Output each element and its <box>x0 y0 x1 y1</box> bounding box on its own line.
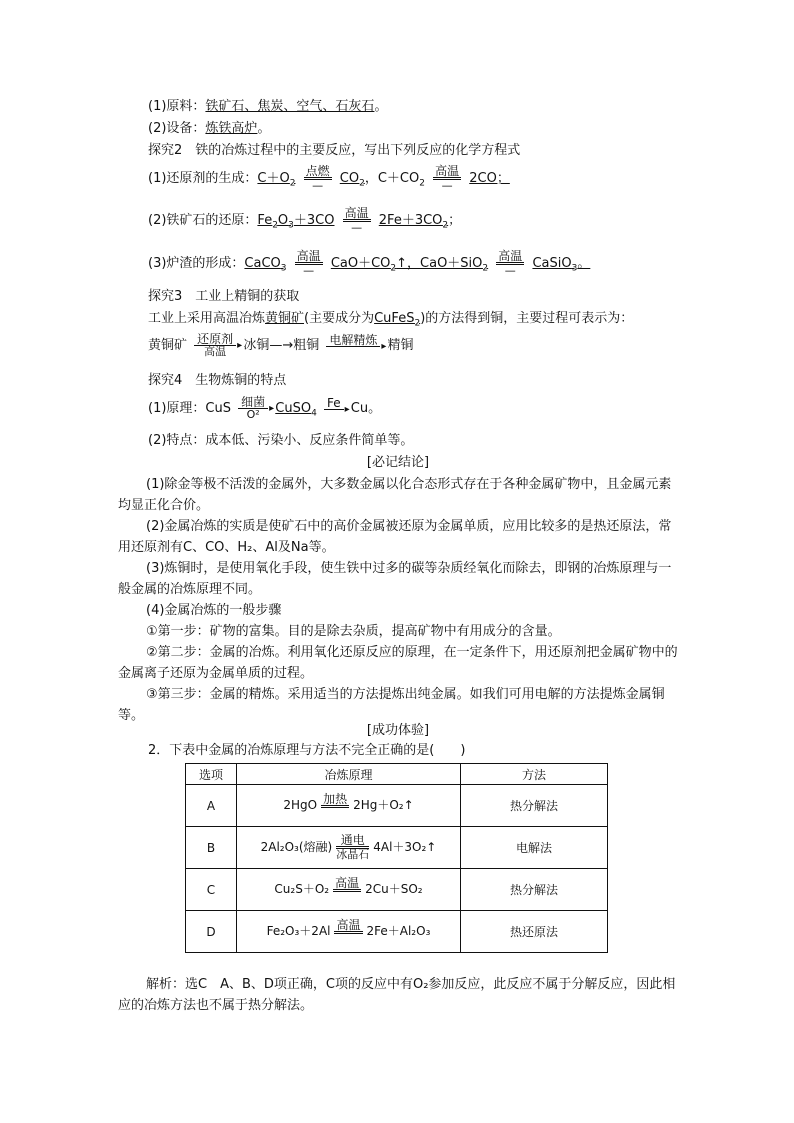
condition-top: 高温 <box>336 918 361 932</box>
conclusion-p7: ③第三步：金属的精炼。采用适当的方法提炼出纯金属。如我们可用电解的方法提炼金属铜等。 <box>118 687 665 723</box>
formula: C＋O <box>257 171 290 186</box>
formula: $CaO+CO_2↑$，CaO＋SiO$_2$ <box>330 256 489 274</box>
table-row <box>186 911 608 953</box>
conclusion-p3: (3)炼铜时，是使用氧化手段，使生铁中过多的碳等杂质经氧化而除去，即钢的冶炼原理与一般金属的冶炼原理不同。 <box>118 561 672 597</box>
formula-text: 2CO； <box>469 171 510 186</box>
conclusion-p4: (4)金属冶炼的一般步骤 <box>146 603 282 618</box>
table-header-row <box>186 764 608 785</box>
flow-step: 冰铜 <box>243 338 270 353</box>
conclusion-p2: (2)金属冶炼的实质是使矿石中的高价金属被还原为金属单质，应用比较多的是热还原法，常用还原剂有C、CO、H₂、Al及Na等。 <box>118 519 672 555</box>
reaction-1-eq: $C+O_2$ <box>257 171 296 189</box>
formula-text: ↑，CaO＋SiO <box>396 256 483 271</box>
reactants: 2Al₂O₃(熔融) <box>260 840 333 854</box>
condition-bottom <box>321 808 349 818</box>
condition-bottom: 冰晶石 <box>336 848 370 861</box>
analysis-text: 解析：选C A、B、D项正确，C项的反应中有O₂参加反应，此反应不属于分解反应，因此相应的冶炼方法也不属于热分解法。 <box>118 977 676 1013</box>
condition-text: 高温 <box>296 249 321 263</box>
formula: CuFeS$_2$ <box>374 311 421 329</box>
punct: 。 <box>257 121 271 136</box>
bio-arrow-1 <box>238 396 268 421</box>
formula-text: CuFeS <box>374 311 415 326</box>
reactants: Fe₂O₃＋2Al <box>266 924 331 938</box>
formula-text: 2Fe＋3CO <box>378 213 443 228</box>
conclusion-p1: (1)除金等极不活泼的金属外，大多数金属以化合态形式存在于各种金属矿物中，且金属元素均显正化合价。 <box>118 477 672 513</box>
flow-step: 黄铜矿 <box>148 338 188 353</box>
bio-arrow-2 <box>324 397 344 420</box>
condition-text: 高温 <box>344 206 369 220</box>
arrow-top: Fe ▸ <box>324 397 344 410</box>
products: 2Cu＋SO₂ <box>365 882 423 896</box>
condition <box>336 834 369 861</box>
bio-principle-line <box>148 396 381 426</box>
text: 黄铜矿 <box>265 311 305 326</box>
arrow-bottom: 高温 <box>204 345 227 358</box>
option-cell: A <box>186 785 237 827</box>
condition-text: 高温 <box>498 249 523 263</box>
explore3-line1 <box>148 310 633 333</box>
text: 工业上采用高温冶炼 <box>148 311 266 326</box>
formula-text: CaO＋CO <box>330 256 391 271</box>
text: Cu。 <box>350 401 382 416</box>
condition-top: 加热 <box>323 792 348 806</box>
option-cell: B <box>186 827 237 869</box>
method-cell: 热还原法 <box>461 911 608 953</box>
condition-text: 高温 <box>435 164 460 178</box>
raw-materials-line <box>148 98 387 116</box>
formula-text: O <box>277 213 289 228</box>
method-cell: 热分解法 <box>461 785 608 827</box>
conclusion-p5: ①第一步：矿物的富集。目的是除去杂质，提高矿物中有用成分的含量。 <box>146 624 561 639</box>
condition-blank: — <box>351 221 363 234</box>
reaction-1-line: (1)还原剂的生成：$C+O_2$ 点燃 — $CO_2$，$C+CO_2$ 高温 — 2CO； <box>148 164 510 192</box>
table-row <box>186 827 608 869</box>
formula-text: ＋3CO <box>293 213 335 228</box>
flow-arrow-2 <box>326 334 380 357</box>
arrow-icon: —→ <box>269 338 294 353</box>
header-principle: 冶炼原理 <box>237 764 461 785</box>
condition <box>333 877 361 902</box>
principle-cell <box>237 869 461 911</box>
reaction-3-line <box>148 250 590 281</box>
formula: CaCO$_3$ <box>244 256 287 274</box>
equipment-label: (2)设备： <box>148 121 206 136</box>
arrow-bottom <box>324 410 344 420</box>
reaction-3-label: (3)炉渣的形成： <box>148 256 245 271</box>
copper-flow <box>148 333 414 358</box>
principle-cell <box>237 785 461 827</box>
reactants: 2HgO <box>283 798 318 812</box>
condition-text: 点燃 <box>305 164 330 178</box>
formula: $Fe_2O_3+3CO$ <box>257 213 335 231</box>
question-2: 2．下表中金属的冶炼原理与方法不完全正确的是( ) <box>148 743 466 758</box>
condition-top: 高温 <box>335 876 360 890</box>
condition <box>321 793 349 818</box>
condition-high-temp <box>295 250 323 277</box>
reaction-2-line <box>148 207 461 238</box>
arrow-top: 电解精炼 ▸ <box>326 334 380 347</box>
explore4-title: 探究4 生物炼铜的特点 <box>148 373 287 388</box>
formula-text: Fe <box>257 213 273 228</box>
success-heading: [成功体验] <box>366 723 430 738</box>
method-cell: 热分解法 <box>461 869 608 911</box>
explore2-title: 探究2 铁的冶炼过程中的主要反应，写出下列反应的化学方程式 <box>148 143 521 158</box>
products: 2Hg＋O₂↑ <box>353 798 414 812</box>
formula-text: CaCO <box>244 256 281 271</box>
formula-text: CuSO <box>275 401 312 416</box>
equipment-line <box>148 120 270 138</box>
condition-blank: — <box>303 264 315 277</box>
products: 2Fe＋Al₂O₃ <box>366 924 431 938</box>
condition-ignite <box>304 165 332 192</box>
condition-blank: — <box>504 264 516 277</box>
formula-text: CaSiO <box>532 256 572 271</box>
table-row <box>186 869 608 911</box>
raw-items: 铁矿石、焦炭、空气、石灰石 <box>205 99 375 114</box>
formula: $2Fe+3CO_2$ <box>378 213 449 231</box>
smelting-table <box>185 763 608 953</box>
formula-text: CO <box>339 171 360 186</box>
arrow-top: 还原剂 ▸ <box>194 333 236 346</box>
analysis <box>118 974 678 1016</box>
products: 4Al＋3O₂↑ <box>373 840 437 854</box>
header-option: 选项 <box>186 764 237 785</box>
arrow-bottom <box>326 347 380 357</box>
principle-cell <box>237 827 461 869</box>
reactants: Cu₂S＋O₂ <box>274 882 330 896</box>
conclusion-heading: [必记结论] <box>366 455 430 470</box>
conclusion-body <box>118 474 678 726</box>
flow-step: 精铜 <box>387 338 414 353</box>
equipment-value: 炼铁高炉 <box>205 121 258 136</box>
text: (1)原理：CuS <box>148 401 231 416</box>
condition-bottom <box>333 892 361 902</box>
text: )的方法得到铜，主要过程可表示为： <box>420 311 634 326</box>
condition-high-temp <box>433 165 461 192</box>
method-cell: 电解法 <box>461 827 608 869</box>
condition-top: 通电 <box>336 834 369 849</box>
arrow-top: 细菌 ▸ <box>238 396 268 409</box>
formula: CuSO$_4$ <box>275 401 317 419</box>
principle-cell <box>237 911 461 953</box>
formula: $CO_2$ <box>339 171 365 189</box>
explore3-title: 探究3 工业上精铜的获取 <box>148 289 300 304</box>
condition-blank: — <box>441 179 453 192</box>
arrow-bottom: O² <box>246 408 260 421</box>
option-cell: D <box>186 911 237 953</box>
condition-high-temp <box>496 250 524 277</box>
table-row <box>186 785 608 827</box>
conclusion-p6: ②第二步：金属的冶炼。利用氧化还原反应的原理，在一定条件下，用还原剂把金属矿物中的金属离子还原为金属单质的过程。 <box>118 645 678 681</box>
reaction-1-label: (1)还原剂的生成： <box>148 171 258 186</box>
condition <box>334 919 362 944</box>
formula-text: ，C＋CO <box>364 171 420 186</box>
flow-step: 粗铜 <box>293 338 320 353</box>
formula: CaSiO$_3$。 <box>532 256 591 274</box>
punct: 。 <box>374 99 388 114</box>
bio-features: (2)特点：成本低、污染小、反应条件简单等。 <box>148 433 414 448</box>
reaction-2-label: (2)铁矿石的还原： <box>148 213 258 228</box>
option-cell: C <box>186 869 237 911</box>
punct: ； <box>448 213 462 228</box>
condition-blank: — <box>312 179 324 192</box>
flow-arrow-1 <box>194 333 236 358</box>
punct: 。 <box>577 256 591 271</box>
raw-label: (1)原料： <box>148 99 206 114</box>
text: (主要成分为 <box>304 311 375 326</box>
condition-high-temp <box>343 207 371 234</box>
header-method: 方法 <box>461 764 608 785</box>
condition-bottom <box>334 934 362 944</box>
